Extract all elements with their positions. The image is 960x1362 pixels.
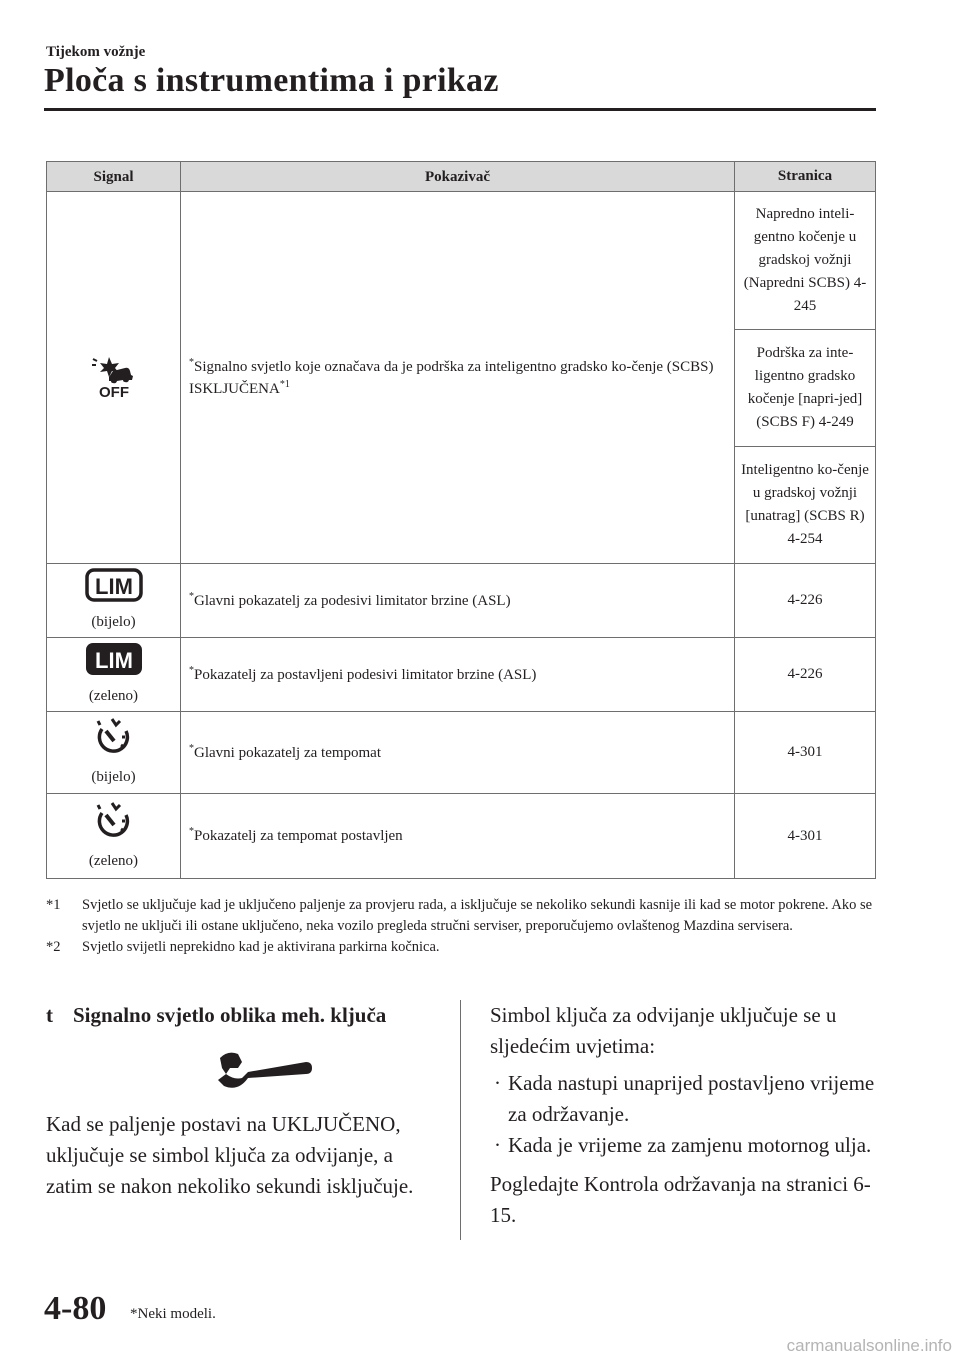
signal-cell — [47, 192, 181, 564]
description-text: Glavni pokazatelj za podesivi limitator brzine (ASL) — [194, 592, 511, 609]
column-header-signal: Signal — [47, 162, 181, 192]
footnote-text: Svjetlo svijetli neprekidno kad je aktivirana parkirna kočnica. — [82, 939, 440, 955]
model-mark: * — [189, 826, 194, 837]
table-row — [47, 192, 876, 330]
indicator-description — [181, 712, 735, 794]
table-row — [47, 638, 876, 712]
lim-icon-text: LIM — [94, 648, 133, 673]
signal-cell — [47, 564, 181, 638]
signal-color-caption: (zeleno) — [88, 852, 139, 869]
footnote — [46, 937, 876, 958]
indicator-description — [181, 564, 735, 638]
wrench-section-left — [46, 1000, 441, 1202]
table-header-row — [47, 162, 876, 192]
table-row — [47, 712, 876, 794]
description-text: Pokazatelj za tempomat postavljen — [194, 828, 403, 844]
heading-text: Signalno svjetlo oblika meh. ključa — [73, 1003, 387, 1027]
conditions-intro: Simbol ključa za odvijanje uključuje se u sljedećim uvjetima: — [490, 1003, 837, 1058]
page-title: Ploča s instrumentima i prikaz — [44, 62, 499, 99]
signal-color-caption: (bijelo) — [91, 769, 136, 785]
footnotes — [46, 895, 876, 958]
wrench-section-right — [490, 1000, 880, 1231]
footnote-mark: *1 — [46, 897, 61, 913]
page-reference: 4-226 — [735, 638, 876, 712]
indicator-description — [181, 638, 735, 712]
page-reference: Podrška za inte-ligentno gradsko kočenje [napri-jed] (SCBS F) 4-249 — [735, 330, 876, 447]
table-row — [47, 564, 876, 638]
page-reference: 4-301 — [735, 794, 876, 879]
lim-icon-text: LIM — [94, 574, 133, 599]
list-bullet: · — [494, 1071, 501, 1095]
cruise-control-icon — [94, 717, 134, 764]
models-note: *Neki modeli. — [130, 1306, 216, 1322]
description-text: Signalno svjetlo koje označava da je podrška za inteligentno gradsko ko-čenje (SCBS) ISKLJUČENA — [189, 358, 714, 397]
list-bullet: · — [494, 1133, 501, 1157]
cruise-control-icon — [94, 801, 134, 848]
footnote-mark: *2 — [46, 939, 61, 955]
model-mark: * — [189, 742, 194, 754]
wrench-icon — [86, 1048, 441, 1099]
footnote-ref: *1 — [279, 378, 290, 390]
title-rule — [44, 108, 876, 111]
signal-color-caption: (bijelo) — [91, 614, 136, 630]
list-item — [490, 1130, 880, 1161]
description-text: Glavni pokazatelj za tempomat — [194, 744, 382, 761]
wrench-description: Kad se paljenje postavi na UKLJUČENO, uključuje se simbol ključa za odvijanje, a zatim se nakon nekoliko sekundi isključuje. — [46, 1112, 414, 1198]
footnote-text: Svjetlo se uključuje kad je uključeno paljenje za provjeru rada, a isključuje se nekoliko sekundi kasnije ili kad se motor pokrene. Ako se svjetlo ne uključi ili ostane uključeno, neka vozilo pregleda stručni serviser, preporučujemo ovlaštenog Mazdina servisera. — [82, 897, 873, 934]
scbs-off-icon-text: OFF — [98, 384, 129, 399]
page-reference: 4-226 — [735, 564, 876, 638]
page-reference: Napredno inteli-gentno kočenje u gradskoj vožnji (Napredni SCBS) 4-245 — [735, 192, 876, 330]
signal-color-caption: (zeleno) — [88, 688, 139, 704]
column-header-page: Stranica — [735, 162, 876, 192]
footnote — [46, 895, 876, 937]
section-heading — [46, 1000, 441, 1030]
indicator-table — [46, 161, 876, 879]
signal-cell — [47, 712, 181, 794]
scbs-off-icon — [89, 349, 139, 406]
list-item-text: Kada nastupi unaprijed postavljeno vrijeme za održavanje. — [508, 1071, 875, 1126]
signal-cell — [47, 638, 181, 712]
page-reference: Inteligentno ko-čenje u gradskoj vožnji [unatrag] (SCBS R) 4-254 — [735, 447, 876, 564]
indicator-description — [181, 794, 735, 879]
column-divider — [460, 1000, 461, 1240]
conditions-list — [490, 1068, 880, 1161]
heading-bullet: t — [46, 1003, 53, 1027]
page-number: 4-80 — [44, 1290, 107, 1327]
table-row — [47, 794, 876, 879]
cross-reference: Pogledajte Kontrola održavanja na stranici 6-15. — [490, 1172, 871, 1227]
indicator-description — [181, 192, 735, 564]
model-mark: * — [189, 590, 194, 602]
signal-cell — [47, 794, 181, 879]
model-mark: * — [189, 664, 194, 676]
lim-icon — [85, 642, 143, 683]
list-item-text: Kada je vrijeme za zamjenu motornog ulja. — [508, 1133, 872, 1157]
section-label: Tijekom vožnje — [46, 44, 146, 60]
model-mark: * — [189, 356, 194, 368]
description-text: Pokazatelj za postavljeni podesivi limitator brzine (ASL) — [194, 666, 537, 683]
lim-icon — [85, 568, 143, 609]
watermark: carmanualsonline.info — [786, 1336, 952, 1355]
page-reference: 4-301 — [735, 712, 876, 794]
column-header-indicator: Pokazivač — [181, 162, 735, 192]
list-item — [490, 1068, 880, 1130]
